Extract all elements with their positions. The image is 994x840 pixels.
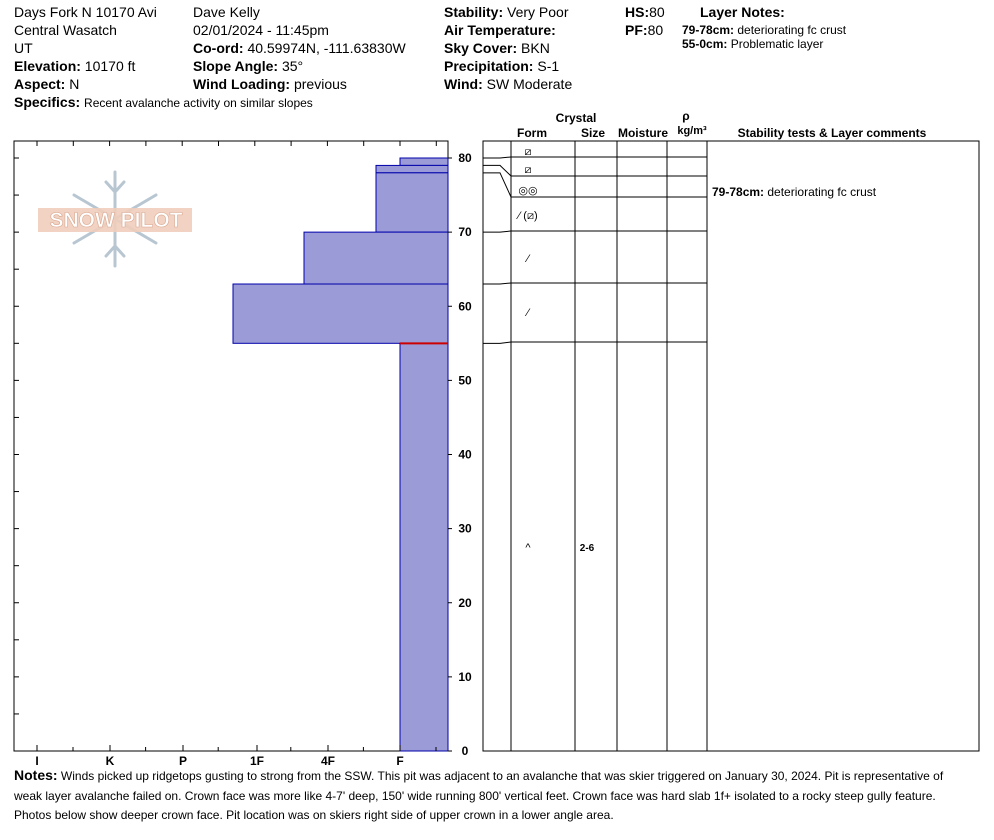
precip-label: Precipitation:: [444, 58, 534, 74]
layer-rows: [511, 157, 707, 342]
grain-size: 2-6: [579, 543, 595, 554]
air-temp-label: Air Temperature:: [444, 22, 556, 38]
site-name: Days Fork N 10170 Avi: [14, 4, 157, 20]
pf-label: PF:: [625, 22, 648, 38]
layer-note-range: 79-78cm:: [682, 23, 735, 37]
layer-note-text: deteriorating fc crust: [737, 23, 847, 37]
hardness-bar: [400, 343, 448, 751]
hardness-label: K: [105, 754, 115, 768]
elevation-label: Elevation:: [14, 58, 81, 74]
depth-label: 40: [458, 447, 472, 462]
slope-value: 35°: [281, 58, 304, 74]
header-density-unit: kg/m³: [677, 125, 707, 137]
stability-value: Very Poor: [507, 4, 569, 20]
header-size: Size: [580, 126, 606, 140]
depth-connector: [483, 173, 511, 197]
elevation-value: 10170 ft: [84, 58, 136, 74]
specifics-label: Specifics:: [14, 94, 81, 110]
header-crystal: Crystal: [555, 111, 597, 125]
hardness-label: 1F: [249, 754, 265, 768]
pf-value: 80: [647, 22, 664, 38]
depth-label: 80: [458, 151, 472, 165]
wind-loading-label: Wind Loading:: [193, 76, 291, 92]
aspect-label: Aspect:: [14, 76, 66, 92]
datetime: 02/01/2024 - 11:45pm: [193, 22, 329, 38]
precip-value: S-1: [537, 58, 560, 74]
header-rho: ρ: [682, 109, 690, 123]
layer-notes-title-text: Layer Notes:: [700, 4, 785, 20]
notes-text: Winds picked up ridgetops gusting to strong from the SSW. This pit was adjacent to an avalanche that was skier triggered on January 30, 2024. Pit is representative of weak layer avalanche failed on. Crown face was more like 4-7' deep, 150' wide running 800' vertical feet. Crown face was hard slab 1f+ isolated to a rocky steep gully feature. Photos below show deeper crown face. Pit location was on skiers right side of upper crown in a lower angle area.: [14, 769, 944, 822]
snowpilot-logo: [38, 172, 192, 266]
layer-cells: [515, 146, 876, 554]
hardness-label: F: [396, 754, 404, 768]
coord-label: Co-ord:: [193, 40, 244, 56]
depth-connector: [483, 342, 511, 343]
logo-text: SNOW PILOT: [49, 209, 183, 232]
grain-form-symbol: ⁄: [527, 253, 529, 265]
layer-note-text: Problematic layer: [730, 37, 824, 51]
sky-value: BKN: [521, 40, 550, 56]
header-stability: Stability tests & Layer comments: [737, 126, 927, 140]
layer-comment: [712, 185, 877, 199]
state-name: UT: [14, 40, 33, 56]
grain-form-symbol: ^: [525, 542, 531, 554]
depth-label: 60: [458, 299, 472, 314]
depth-connector: [483, 283, 511, 284]
coord-value: 40.59974N, -111.63830W: [247, 40, 406, 56]
hardness-label: P: [178, 754, 188, 768]
layer-note-range: 55-0cm:: [682, 37, 728, 51]
hardness-bar: [304, 232, 448, 284]
hardness-bars: [233, 158, 448, 751]
depth-label: 30: [458, 521, 472, 536]
sky-label: Sky Cover:: [444, 40, 518, 56]
notes-label: Notes:: [14, 767, 58, 783]
hardness-label: I: [35, 754, 39, 768]
grain-form-symbol: ⁄ (⧄): [518, 210, 538, 222]
range-name: Central Wasatch: [14, 22, 117, 38]
specifics-value: Recent avalanche activity on similar slopes: [84, 96, 313, 110]
grain-form-symbol: ◎◎: [518, 185, 538, 197]
depth-connectors: [483, 157, 511, 343]
aspect-value: N: [69, 76, 80, 92]
wind-loading-value: previous: [293, 76, 347, 92]
hardness-bar: [376, 173, 448, 232]
layer-table: [483, 141, 979, 751]
grain-form-symbol: ⧄: [524, 146, 532, 158]
grain-form-symbol: ⧄: [524, 164, 532, 176]
hs-label: HS:: [625, 4, 650, 20]
layer-comment-text: deteriorating fc crust: [767, 185, 877, 199]
layer-comment-range: 79-78cm:: [712, 185, 768, 199]
hs-value: 80: [649, 4, 665, 20]
header-moisture: Moisture: [617, 126, 669, 140]
grain-form-symbol: ⁄: [527, 307, 529, 319]
slope-label: Slope Angle:: [193, 58, 279, 74]
depth-connector: [483, 165, 511, 176]
wind-label: Wind:: [444, 76, 483, 92]
depth-label: 20: [458, 595, 472, 610]
hardness-bar: [376, 165, 448, 172]
observer: Dave Kelly: [193, 4, 260, 20]
hardness-axis: [35, 745, 436, 768]
wind-value: SW Moderate: [486, 76, 573, 92]
hardness-bar: [233, 284, 448, 343]
depth-label: 70: [458, 225, 472, 240]
depth-label: 10: [458, 669, 472, 684]
header-form: Form: [517, 126, 547, 140]
depth-connector: [483, 157, 511, 158]
hardness-bar: [400, 158, 448, 165]
notes: [14, 766, 974, 826]
depth-axis: [448, 151, 472, 758]
depth-label: 50: [458, 373, 472, 388]
stability-label: Stability:: [444, 4, 504, 20]
depth-label: 0: [461, 744, 469, 758]
hardness-label: 4F: [320, 754, 336, 768]
depth-connector: [483, 231, 511, 232]
